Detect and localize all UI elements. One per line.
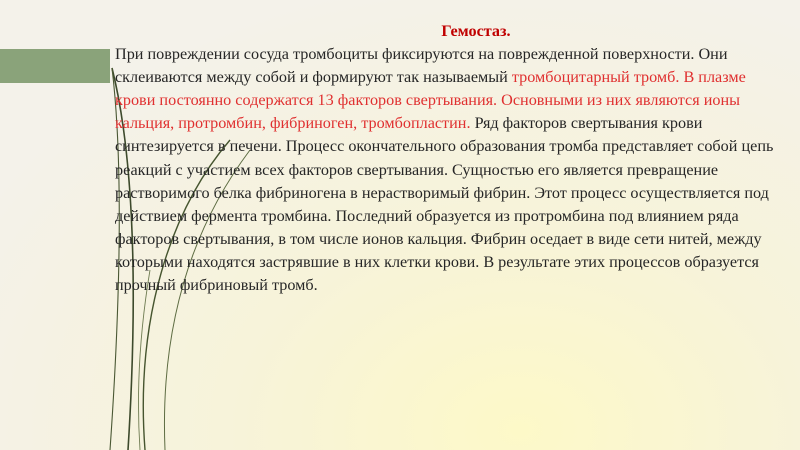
body-text-intro: При повреждении сосуда тромбоциты фиксируются на поврежденной поверхности. Они склеиваются между собой и формируют так называемый [115,45,728,87]
body-text-rest: Ряд факторов свертывания крови синтезируется в печени. Процесс окончательного образования тромба представляет собой цепь реакций с участием всех факторов свертывания. Сущностью его является превращение растворимого белка фибриногена в нерастворимый фибрин. Этот процесс осуществляется под действием фермента тромбина. Последний образуется из протромбина под влиянием ряда факторов свертывания, в том числе ионов кальция. Фибрин оседает в виде сети нитей, между которыми находятся застрявшие в них клетки крови. В результате этих процессов образуется прочный фибриновый тромб. [115,114,774,295]
slide-title: Гемостаз. [441,22,511,40]
content-text-block [115,20,787,297]
body-paragraph [115,43,787,297]
body-text-highlight: тромбоцитарный тромб. В плазме крови постоянно содержатся 13 факторов свертывания. Основными из них являются ионы кальция, протромбин, фибриноген, тромбопластин. [115,68,746,133]
